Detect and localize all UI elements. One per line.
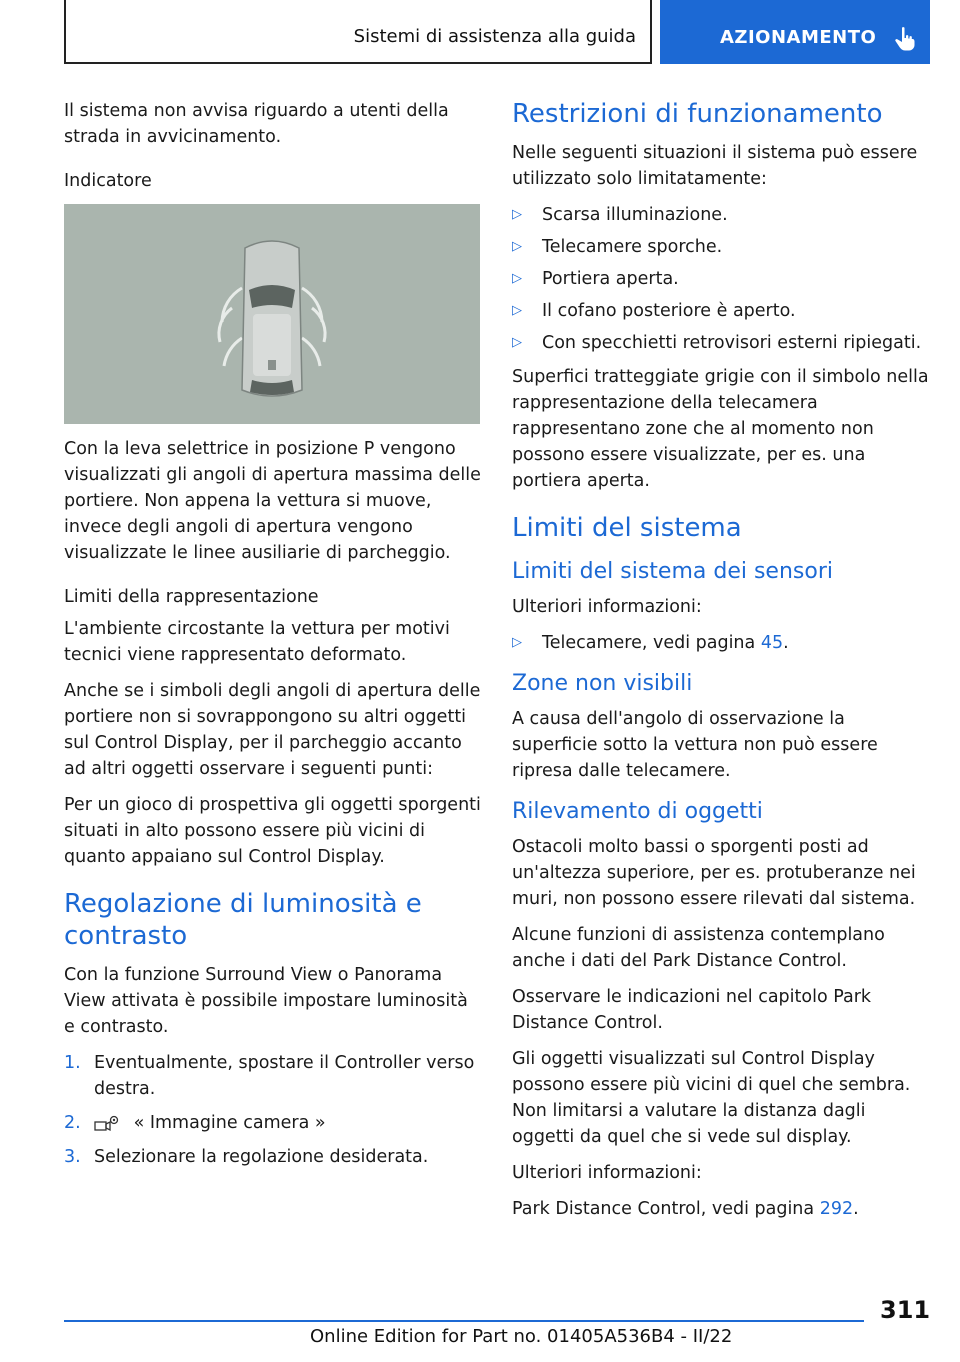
paragraph: Nelle seguenti situazioni il sistema può essere utilizzato solo limitatamente: — [512, 143, 918, 189]
paragraph: Osservare le indicazioni nel capitolo Park Distance Control. — [512, 987, 872, 1033]
paragraph: Il sistema non avvisa riguardo a utenti della strada in avvicinamento. — [64, 101, 449, 147]
paragraph: Ostacoli molto bassi o sporgenti posti ad un'altezza superiore, per es. protuberanze nei muri, non possono essere rilevati dal sistema. — [512, 837, 916, 909]
list-item: ▷ Portiera aperta. — [512, 266, 932, 292]
chapter-tab — [660, 0, 930, 64]
list-item — [64, 1050, 484, 1102]
sensor-list — [512, 630, 932, 656]
steps-list — [64, 1050, 484, 1170]
camera-settings-icon — [94, 1114, 120, 1132]
heading-system-limits: Limiti del sistema — [512, 513, 742, 543]
subheading-limits: Limiti della rappresentazione — [64, 587, 319, 607]
paragraph: L'ambiente circostante la vettura per motivi tecnici viene rappresentato deformato. — [64, 619, 450, 665]
right-column — [512, 98, 932, 1232]
step-number: 2. — [64, 1113, 81, 1133]
step-number: 1. — [64, 1053, 81, 1073]
triangle-bullet-icon: ▷ — [512, 271, 522, 286]
page-number: 311 — [880, 1296, 931, 1324]
footer-divider — [64, 1320, 864, 1322]
section-title-box — [64, 0, 652, 64]
paragraph: Alcune funzioni di assistenza contemplano anche i dati del Park Distance Control. — [512, 925, 885, 971]
paragraph: Ulteriori informazioni: — [512, 1163, 702, 1183]
car-door-angle-illustration — [64, 204, 480, 424]
car-top-view-icon — [64, 204, 480, 424]
list-item — [64, 1144, 484, 1170]
paragraph: A causa dell'angolo di osservazione la superficie sotto la vettura non può essere ripresa dalle telecamere. — [512, 709, 878, 781]
step-text: Selezionare la regolazione desiderata. — [94, 1147, 429, 1167]
step-text: « Immagine camera » — [133, 1113, 326, 1133]
list-item: ▷ Scarsa illuminazione. — [512, 202, 932, 228]
paragraph: Per un gioco di prospettiva gli oggetti sporgenti situati in alto possono essere più vicini di quanto appaiano sul Control Display. — [64, 795, 481, 867]
chapter-title: AZIONAMENTO — [720, 27, 877, 48]
paragraph: Anche se i simboli degli angoli di apertura delle portiere non si sovrappongono su altri oggetti sul Control Display, per il parcheggio accanto ad altri oggetti osservare i seguenti punti: — [64, 681, 481, 779]
paragraph: Gli oggetti visualizzati sul Control Display possono essere più vicini di quel che sembra. Non limitarsi a valutare la distanza dagli oggetti da quel che si vede sul display. — [512, 1049, 911, 1147]
page-header — [64, 0, 930, 66]
edition-footer: Online Edition for Part no. 01405A536B4 - II/22 — [310, 1326, 733, 1347]
heading-blind-zones: Zone non visibili — [512, 671, 693, 696]
page-link-45[interactable]: 45 — [760, 633, 784, 653]
triangle-bullet-icon: ▷ — [512, 207, 522, 222]
subheading-indicator: Indicatore — [64, 171, 152, 191]
figure-caption: Con la leva selettrice in posizione P vengono visualizzati gli angoli di apertura massima delle portiere. Non appena la vettura si muove, invece degli angoli di apertura vengono visualizzate le linee ausiliarie di parcheggio. — [64, 439, 481, 563]
pdc-reference: Park Distance Control, vedi pagina 292. — [512, 1199, 859, 1219]
hand-pointer-icon — [894, 26, 916, 52]
restrictions-list — [512, 202, 932, 356]
paragraph: Con la funzione Surround View o Panorama View attivata è possibile impostare luminosità e contrasto. — [64, 965, 468, 1037]
step-text: Eventualmente, spostare il Controller verso destra. — [94, 1053, 475, 1099]
list-item — [64, 1110, 484, 1136]
page-link-292[interactable]: 292 — [819, 1199, 854, 1219]
triangle-bullet-icon: ▷ — [512, 303, 522, 318]
triangle-bullet-icon: ▷ — [512, 239, 522, 254]
heading-restrictions: Restrizioni di funzionamento — [512, 99, 883, 129]
heading-sensor-limits: Limiti del sistema dei sensori — [512, 559, 833, 584]
list-item: ▷ Il cofano posteriore è aperto. — [512, 298, 932, 324]
heading-brightness-contrast: Regolazione di luminosità e contrasto — [64, 889, 422, 951]
list-item: ▷ Telecamere, vedi pagina 45. — [512, 630, 932, 656]
triangle-bullet-icon: ▷ — [512, 335, 522, 350]
left-column — [64, 98, 484, 1178]
heading-object-detection: Rilevamento di oggetti — [512, 799, 763, 824]
step-number: 3. — [64, 1147, 81, 1167]
paragraph: Ulteriori informazioni: — [512, 597, 702, 617]
triangle-bullet-icon: ▷ — [512, 635, 522, 650]
section-title: Sistemi di assistenza alla guida — [353, 26, 636, 47]
paragraph: Superfici tratteggiate grigie con il simbolo nella rappresentazione della telecamera rappresentano zone che al momento non possono essere visualizzate, per es. una portiera aperta. — [512, 367, 929, 491]
list-item: ▷ Telecamere sporche. — [512, 234, 932, 260]
list-item: ▷ Con specchietti retrovisori esterni ripiegati. — [512, 330, 932, 356]
